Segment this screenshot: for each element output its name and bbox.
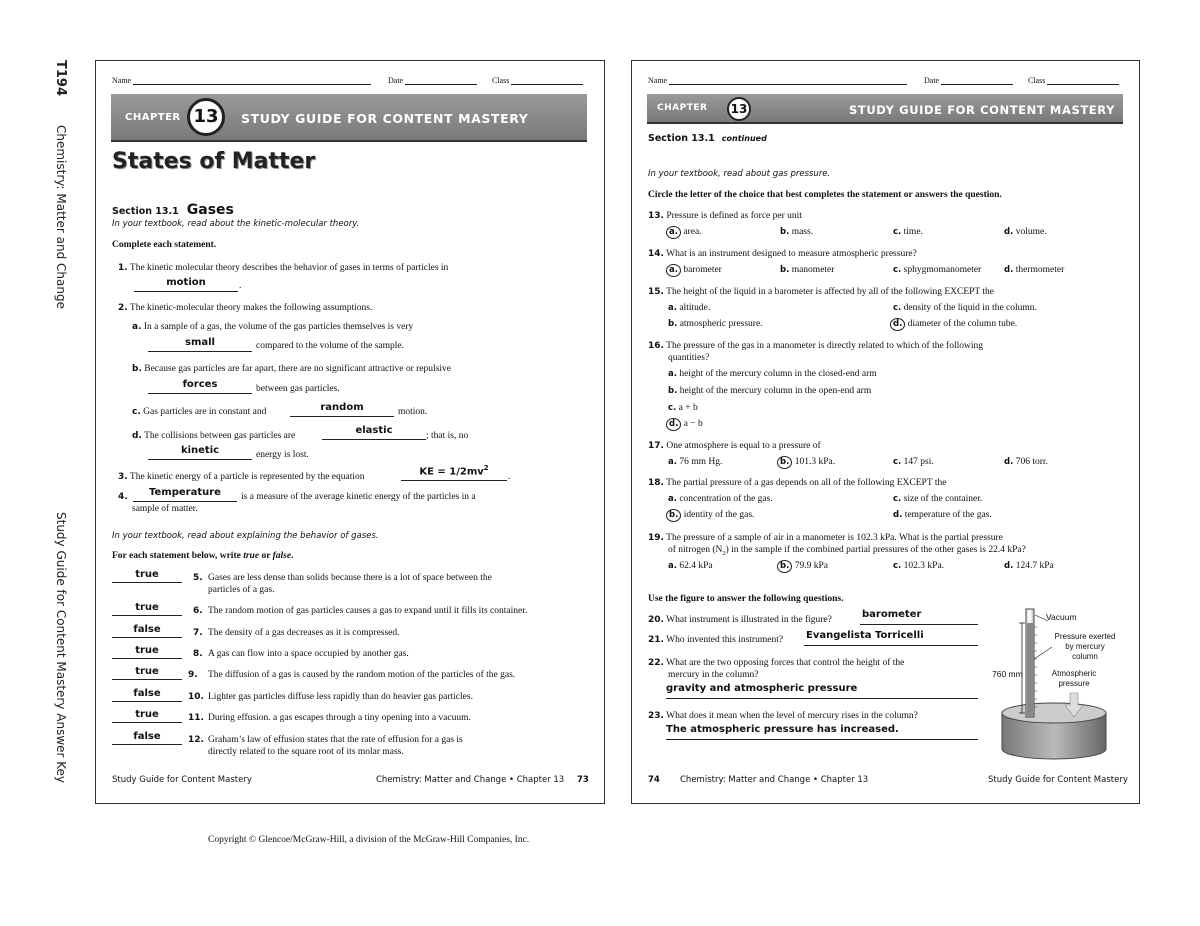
q18-option-a[interactable]: a. concentration of the gas. [668,494,773,504]
tf-answer-blank[interactable] [112,731,182,745]
right-page [631,60,1140,804]
q14-option-a[interactable]: a. barometer [666,264,722,277]
left-page [95,60,605,804]
directions-2: For each statement below, write true or false. [112,551,294,561]
tf-answer: true [135,666,159,677]
tf-answer: false [133,688,161,699]
q15: 15. The height of the liquid in a barometer is affected by all of the following EXCEPT the [648,287,995,297]
footer-chapter-right: Chemistry: Matter and Change • Chapter 13 [680,775,869,785]
mercury-surface-icon [1002,703,1106,723]
q14: 14. What is an instrument designed to measure atmospheric pressure? [648,249,917,259]
tf-statement: Graham’s law of effusion states that the rate of effusion for a gas is directly related to the square root of its molar mass. [208,735,463,757]
q19-option-c[interactable]: c. 102.3 kPa. [893,561,945,571]
q17-option-d[interactable]: d. 706 torr. [1004,457,1048,467]
tf-answer-blank[interactable] [112,569,182,583]
chapter-number-badge-right: 13 [727,97,751,121]
chapter-banner-right [647,94,1123,124]
tf-statement: During effusion. a gas escapes through a tiny opening into a vacuum. [208,713,471,723]
q4-answer-blank[interactable]: Temperature [133,487,237,502]
class-field-right: Class [1028,76,1119,85]
q2d: d. The collisions between gas particles are [132,431,296,441]
q17-option-c[interactable]: c. 147 psi. [893,457,934,467]
q2b-end: between gas particles. [256,384,340,394]
q18-option-c[interactable]: c. size of the container. [893,494,983,504]
atmospheric-pressure-label: Atmospheric pressure [1051,669,1097,688]
q20: 20. What instrument is illustrated in the figure? [648,615,832,625]
tf-answer-blank[interactable] [112,624,182,638]
banner-title-right: STUDY GUIDE FOR CONTENT MASTERY [849,103,1115,117]
q3-answer-blank[interactable]: KE = $1/2mv^2$ [401,464,507,481]
tf-number: 12. [188,735,204,745]
q2d-answer-blank[interactable]: elastic [322,425,426,440]
tf-number: 9. [188,670,198,680]
q19-text-2: of nitrogen $(N_2)$ in the sample if the combined partial pressures of the other gases is 22.4 kPa? [668,545,1026,557]
q3: 3. The kinetic energy of a particle is represented by the equation [118,472,365,482]
q13-option-b[interactable]: b. mass. [780,227,814,237]
q23-answer-blank[interactable]: The atmospheric pressure has increased. [666,724,978,740]
chapter-word: CHAPTER [125,112,181,123]
class-field: Class [492,76,583,85]
q4-number: 4. [118,492,128,502]
section-heading-right: Section 13.1 continued [648,133,767,144]
q2c-end: motion. [398,407,428,417]
q19-option-d[interactable]: d. 124.7 kPa [1004,561,1054,571]
tf-statement: A gas can flow into a space occupied by another gas. [208,649,409,659]
chapter-number-badge: 13 [187,98,225,136]
date-field-right: Date [924,76,1013,85]
tf-answer: true [135,709,159,720]
chapter-word-right: CHAPTER [657,103,708,113]
side-page-label: T194 [53,60,68,97]
tf-number: 7. [193,628,203,638]
tf-answer: true [135,645,159,656]
q20-answer-blank[interactable]: barometer [860,609,978,625]
q15-option-a[interactable]: a. altitude. [668,303,711,313]
q17-option-a[interactable]: a. 76 mm Hg. [668,457,723,467]
instruction-right-1: In your textbook, read about gas pressure. [648,169,831,179]
tf-number: 11. [188,713,204,723]
q2b-answer-blank[interactable]: forces [148,379,252,394]
q16-option-d[interactable]: d. a − b [666,418,703,431]
side-bottom-text: Study Guide for Content Mastery Answer Key [54,512,68,784]
q16: 16. The pressure of the gas in a manometer is directly related to which of the following [648,341,984,351]
q2b: b. Because gas particles are far apart, there are no significant attractive or repulsive [132,364,452,374]
tf-statement: Lighter gas particles diffuse less rapidly than do heavier gas particles. [208,692,473,702]
760mm-label: 760 mm [992,669,1023,679]
footer-left: Study Guide for Content Mastery [112,775,252,785]
tf-answer: false [133,624,161,635]
q3-end: . [508,472,511,482]
copyright-notice: Copyright © Glencoe/McGraw-Hill, a division of the McGraw-Hill Companies, Inc. [208,835,530,845]
tf-statement: Gases are less dense than solids because there is a lot of space between the particles of a gas. [208,573,492,595]
tf-answer-blank[interactable] [112,666,182,680]
name-field-right: Name [648,76,907,85]
q18-option-b[interactable]: b. identity of the gas. [666,509,754,522]
q23: 23. What does it mean when the level of mercury rises in the column? [648,711,918,721]
banner-title: STUDY GUIDE FOR CONTENT MASTERY [241,111,529,126]
q2: 2. The kinetic-molecular theory makes the following assumptions. [118,303,373,313]
tf-answer-blank[interactable] [112,709,182,723]
q14-option-b[interactable]: b. manometer [780,265,835,275]
tf-statement: The diffusion of a gas is caused by the random motion of the particles of the gas. [208,670,516,680]
q17-option-b[interactable]: b. 101.3 kPa. [777,456,835,469]
vacuum-label: Vacuum [1046,612,1077,622]
q19-option-b[interactable]: b. 79.9 kPa [777,560,828,573]
footer-chapter: Chemistry: Matter and Change • Chapter 13 [376,775,565,785]
date-field: Date [388,76,477,85]
name-field: Name [112,76,371,85]
q2c-answer-blank[interactable]: random [290,402,394,417]
tf-answer: true [135,569,159,580]
q22-text-2: mercury in the column? [668,670,759,680]
tf-answer-blank[interactable] [112,602,182,616]
q17: 17. One atmosphere is equal to a pressure of [648,441,821,451]
section-heading: Section 13.1 Gases [112,202,234,218]
q14-option-d[interactable]: d. thermometer [1004,265,1065,275]
q18-option-d[interactable]: d. temperature of the gas. [893,510,992,520]
chapter-banner [111,94,587,142]
q1-end: . [239,281,242,291]
q2a-answer-blank[interactable]: small [148,337,252,352]
q13-option-d[interactable]: d. volume. [1004,227,1047,237]
q4-text: is a measure of the average kinetic energy of the particles in a [241,492,476,502]
instruction-2: In your textbook, read about explaining the behavior of gases. [112,531,379,541]
side-top-text: Chemistry: Matter and Change [54,125,68,309]
q2d-end: energy is lost. [256,450,309,460]
directions-1: Complete each statement. [112,240,217,250]
q2a-end: compared to the volume of the sample. [256,341,404,351]
instruction-1: In your textbook, read about the kinetic-molecular theory. [112,219,360,229]
tf-statement: The density of a gas decreases as it is compressed. [208,628,400,638]
q14-option-c[interactable]: c. sphygmomanometer [893,265,982,275]
q22-answer-blank[interactable]: gravity and atmospheric pressure [666,683,978,699]
q21-answer-blank[interactable]: Evangelista Torricelli [804,630,978,646]
q1: 1. The kinetic molecular theory describes the behavior of gases in terms of particles in [118,263,449,273]
q13-option-a[interactable]: a. area. [666,226,702,239]
q16-option-c[interactable]: c. a + b [668,403,698,413]
tf-number: 6. [193,606,203,616]
page-title: States of Matter [112,149,316,174]
q21: 21. Who invented this instrument? [648,635,784,645]
q15-option-b[interactable]: b. atmospheric pressure. [668,319,763,329]
q13-option-c[interactable]: c. time. [893,227,923,237]
q18: 18. The partial pressure of a gas depends on all of the following EXCEPT the [648,478,947,488]
q1-answer-blank[interactable]: motion [134,277,238,292]
tf-number: 8. [193,649,203,659]
q2d-answer-blank-2[interactable]: kinetic [148,445,252,460]
q2d-mid: ; that is, no [426,431,469,441]
footer-right: Study Guide for Content Mastery [988,775,1128,785]
directions-right-2: Use the figure to answer the following questions. [648,594,844,604]
q15-option-d[interactable]: d. diameter of the column tube. [890,318,1017,331]
tf-number: 5. [193,573,203,583]
pressure-column-label: Pressure exerted by mercury column [1054,632,1116,661]
q22: 22. What are the two opposing forces that control the height of the [648,658,905,668]
q2a: a. In a sample of a gas, the volume of the gas particles themselves is very [132,322,414,332]
q4-text-2: sample of matter. [132,504,198,514]
tf-number: 10. [188,692,204,702]
page-number-left: 73 [577,775,589,785]
tf-answer: false [133,731,161,742]
q15-option-c[interactable]: c. density of the liquid in the column. [893,303,1037,313]
tf-statement: The random motion of gas particles causes a gas to expand until it fills its container. [208,606,528,616]
page-number-right: 74 [648,775,660,785]
tf-answer: true [135,602,159,613]
tf-answer-blank[interactable] [112,645,182,659]
directions-right-1: Circle the letter of the choice that best completes the statement or answers the question. [648,190,1002,200]
q2c: c. Gas particles are in constant and [132,407,267,417]
tf-answer-blank[interactable] [112,688,182,702]
mercury-column-icon [1027,623,1033,717]
q16-option-a[interactable]: a. height of the mercury column in the closed-end arm [668,369,877,379]
q19: 19. The pressure of a sample of air in a manometer is 102.3 kPa. What is the partial pressure [648,533,1003,543]
q16-text-2: quantities? [668,353,710,363]
q13: 13. Pressure is defined as force per unit [648,211,802,221]
q19-option-a[interactable]: a. 62.4 kPa [668,561,713,571]
q16-option-b[interactable]: b. height of the mercury column in the open-end arm [668,386,872,396]
